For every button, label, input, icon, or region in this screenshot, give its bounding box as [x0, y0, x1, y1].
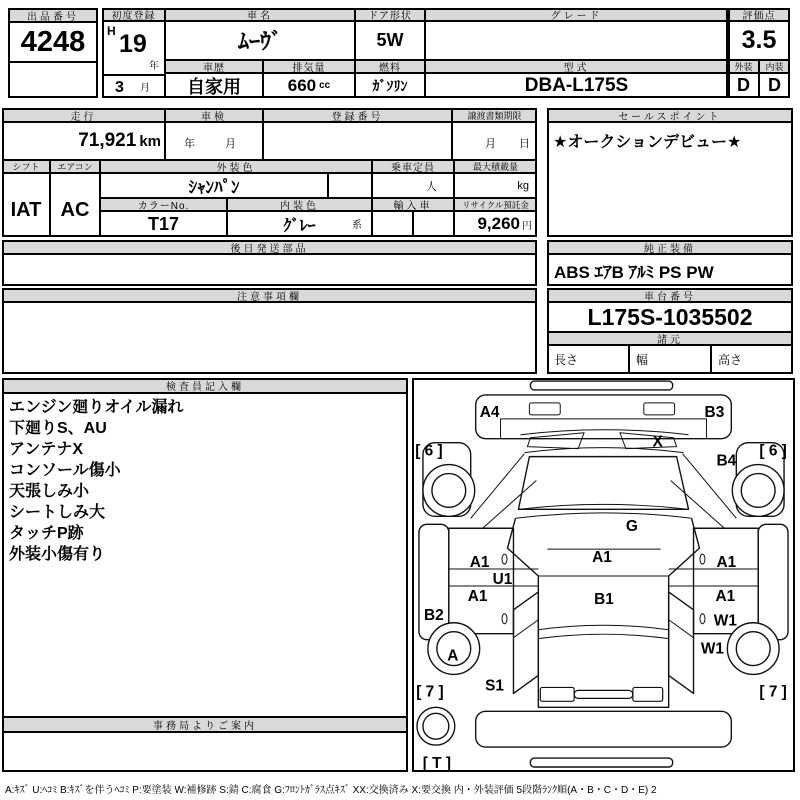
right-quarter-flap-line [669, 620, 694, 638]
later-parts-header: 後日発送部品 [2, 240, 537, 254]
mileage-number: 71,921 [78, 130, 137, 151]
fuel-header: 燃料 [355, 60, 425, 73]
registration-no-header: 登録番号 [263, 108, 452, 122]
aircon-value: AC [50, 173, 100, 237]
left-quarter-flap [513, 592, 538, 693]
lot-number-header: 出品番号 [8, 8, 98, 22]
inspector-note-line: 天張しみ小 [9, 483, 90, 500]
history-header: 車歴 [165, 60, 263, 73]
inspector-notes-body [2, 393, 408, 717]
damage-code-label: X [652, 433, 663, 451]
wiper-left [527, 433, 584, 449]
color-no-header: カラーNo. [100, 198, 227, 211]
displacement-header: 排気量 [263, 60, 355, 73]
aircon-header: エアコン [50, 160, 100, 173]
inspector-note-line: アンテナX [9, 441, 84, 458]
interior-color-header: 内装色 [227, 198, 372, 211]
exterior-grade-value: D [728, 73, 759, 98]
right-door-handle-rear [700, 614, 705, 624]
damage-code-label: W1 [713, 612, 737, 630]
left-quarter-flap-line [513, 620, 538, 638]
inspector-note-line: 下廻りS、AU [9, 420, 107, 437]
first-registration-month: 3 [115, 79, 124, 96]
hood-inner-line [501, 419, 707, 439]
first-registration-month-cell [102, 75, 165, 98]
recycle-deposit-unit: 円 [522, 220, 532, 232]
lot-number-value: 4248 [8, 22, 98, 62]
damage-code-label: [ 6 ] [415, 442, 443, 460]
shift-value: IAT [2, 173, 50, 237]
first-registration-year: 19 [119, 30, 147, 58]
tailgate-garnish [574, 690, 633, 698]
office-info-value [2, 732, 408, 772]
caution-header: 注意事項欄 [2, 288, 537, 302]
inspector-note-line: エンジン廻りオイル漏れ [9, 399, 184, 416]
damage-code-label: A1 [715, 587, 736, 605]
inspector-note-line: タッチP跡 [9, 525, 84, 542]
spec-height-label: 高さ [711, 345, 793, 374]
car-diagram [413, 379, 794, 771]
capacity-value: 人 [372, 173, 454, 198]
damage-code-label: A1 [467, 587, 488, 605]
damage-code-label: [ T ] [422, 754, 451, 771]
import-car-cell-a [372, 211, 413, 237]
damage-code-label: A1 [592, 549, 612, 567]
later-parts-value [2, 254, 537, 286]
first-registration-header: 初度登録 [102, 8, 165, 21]
left-door-handle-front [502, 554, 507, 564]
displacement-unit: cc [319, 80, 331, 91]
max-load-value: kg [454, 173, 537, 198]
inspection-header: 車検 [165, 108, 263, 122]
damage-code-label: [ 7 ] [759, 683, 787, 701]
taillight-left [540, 687, 574, 701]
interior-grade-value: D [759, 73, 790, 98]
damage-code-label: [ 6 ] [759, 442, 787, 460]
inspection-value [165, 122, 263, 160]
rear-bumper [476, 711, 732, 747]
displacement-number: 660 [287, 75, 317, 95]
damage-code-label: B2 [424, 606, 444, 624]
exterior-color-sub-cell [328, 173, 372, 198]
displacement-value [263, 73, 355, 98]
max-load-header: 最大積載量 [454, 160, 537, 173]
lot-empty-cell [8, 62, 98, 98]
import-car-header: 輸入車 [372, 198, 454, 211]
right-door-lines [669, 569, 759, 586]
cowl-top-arc [520, 430, 688, 435]
damage-code-label: G [625, 518, 638, 536]
wiper-right [620, 433, 677, 449]
front-bumper-strip [530, 381, 672, 390]
exterior-grade-header: 外装 [728, 60, 759, 73]
fuel-value: ｶﾞｿﾘﾝ [355, 73, 425, 98]
taillight-right [633, 687, 663, 701]
exterior-color-header: 外装色 [100, 160, 372, 173]
interior-grade-header: 内装 [759, 60, 790, 73]
left-door-handle-rear [502, 614, 507, 624]
right-front-wheel [732, 465, 784, 517]
roof-front-band [515, 504, 691, 518]
inspection-year-unit: 年 [184, 138, 195, 150]
chassis-no-header: 車台番号 [547, 288, 793, 302]
score-value: 3.5 [728, 21, 790, 60]
damage-code-label: A1 [716, 554, 737, 572]
rear-window-band [538, 625, 668, 638]
inspector-note-line: コンソール傷小 [9, 462, 121, 479]
sales-point-text: ★オークションデビュー★ [553, 134, 742, 151]
damage-code-label: W1 [700, 640, 724, 658]
inspector-note-line: 外装小傷有り [9, 546, 106, 563]
damage-code-label: U1 [492, 570, 513, 588]
era-letter: H [107, 24, 116, 38]
sales-point-value [547, 122, 793, 237]
damage-code-label: A [447, 647, 459, 665]
spec-length-label: 長さ [547, 345, 629, 374]
right-quarter-flap [669, 592, 694, 693]
office-info-header: 事務局よりご案内 [2, 717, 408, 732]
model-code-header: 型式 [425, 60, 728, 73]
mileage-header: 走行 [2, 108, 165, 122]
roof-body [508, 518, 700, 707]
damage-code-label: B1 [594, 590, 614, 608]
year-unit: 年 [149, 61, 159, 72]
equipment-value: ABS ｴｱB ｱﾙﾐ PS PW [547, 254, 793, 286]
inspector-notes-header: 検査員記入欄 [2, 378, 408, 393]
interior-color-suffix: 系 [352, 220, 362, 231]
inspection-month-unit: 月 [225, 138, 236, 150]
mileage-value [2, 122, 165, 160]
damage-diagram-box [412, 378, 795, 772]
recycle-deposit-header: リサイクル預託金 [454, 198, 537, 211]
score-header: 評価点 [728, 8, 790, 21]
recycle-deposit-number: 9,260 [477, 214, 520, 233]
interior-color-value [227, 211, 372, 237]
sales-point-header: セールスポイント [547, 108, 793, 122]
import-car-cell-b [413, 211, 454, 237]
grade-value [425, 21, 728, 60]
right-rear-wheel [727, 623, 779, 675]
left-front-wheel [423, 465, 475, 517]
history-value: 自家用 [165, 73, 263, 98]
color-no-value: T17 [100, 211, 227, 237]
mileage-unit: km [139, 132, 161, 150]
deadline-month-unit: 月 [485, 138, 496, 150]
interior-color-name: ｸﾞﾚｰ [283, 217, 316, 235]
grade-header: グレード [425, 8, 728, 21]
damage-code-label: B4 [716, 452, 737, 470]
month-unit: 月 [140, 83, 150, 94]
model-code-value: DBA-L175S [425, 73, 728, 98]
chassis-no-value: L175S-1035502 [547, 302, 793, 332]
caution-value [2, 302, 537, 374]
rear-bumper-strip [530, 758, 672, 767]
damage-code-label: S1 [485, 677, 505, 695]
windshield [518, 457, 688, 510]
equipment-header: 純正装備 [547, 240, 793, 254]
capacity-header: 乗車定員 [372, 160, 454, 173]
deadline-day-unit: 日 [519, 138, 530, 150]
damage-code-label: A4 [479, 403, 500, 421]
car-name-header: 車名 [165, 8, 355, 21]
headlight-left [529, 403, 560, 415]
exterior-color-value: ｼｬﾝﾊﾟﾝ [100, 173, 328, 198]
car-name-value: ﾑｰｳﾞ [165, 21, 355, 60]
shift-header: シフト [2, 160, 50, 173]
door-shape-header: ドア形状 [355, 8, 425, 21]
front-section [476, 395, 732, 439]
spec-width-label: 幅 [629, 345, 711, 374]
damage-code-label: [ 7 ] [416, 683, 444, 701]
transfer-deadline-header: 譲渡書類期限 [452, 108, 537, 122]
car-body-outline [417, 381, 788, 767]
damage-code-legend: A:ｷｽﾞ U:ﾍｺﾐ B:ｷｽﾞを伴うﾍｺﾐ P:要塗装 W:補修跡 S:錆 C:腐食 G:ﾌﾛﾝﾄｶﾞﾗｽ点ｷｽﾞ XX:交換済み X:要交換 内・外装評価 5段階ﾗﾝｸ順(A・B・C・D・E) 2 [5, 785, 657, 796]
damage-code-label: B3 [704, 403, 725, 421]
transfer-deadline-value [452, 122, 537, 160]
headlight-right [644, 403, 675, 415]
door-shape-value: 5W [355, 21, 425, 60]
damage-code-label: A1 [469, 554, 490, 572]
first-registration-year-cell [102, 21, 165, 75]
recycle-deposit-value [454, 211, 537, 237]
registration-no-value [263, 122, 452, 160]
right-door-handle-front [700, 554, 705, 564]
specs-header: 諸元 [547, 332, 793, 345]
inspector-note-line: シートしみ大 [9, 504, 106, 521]
right-sill-strip [758, 524, 788, 639]
